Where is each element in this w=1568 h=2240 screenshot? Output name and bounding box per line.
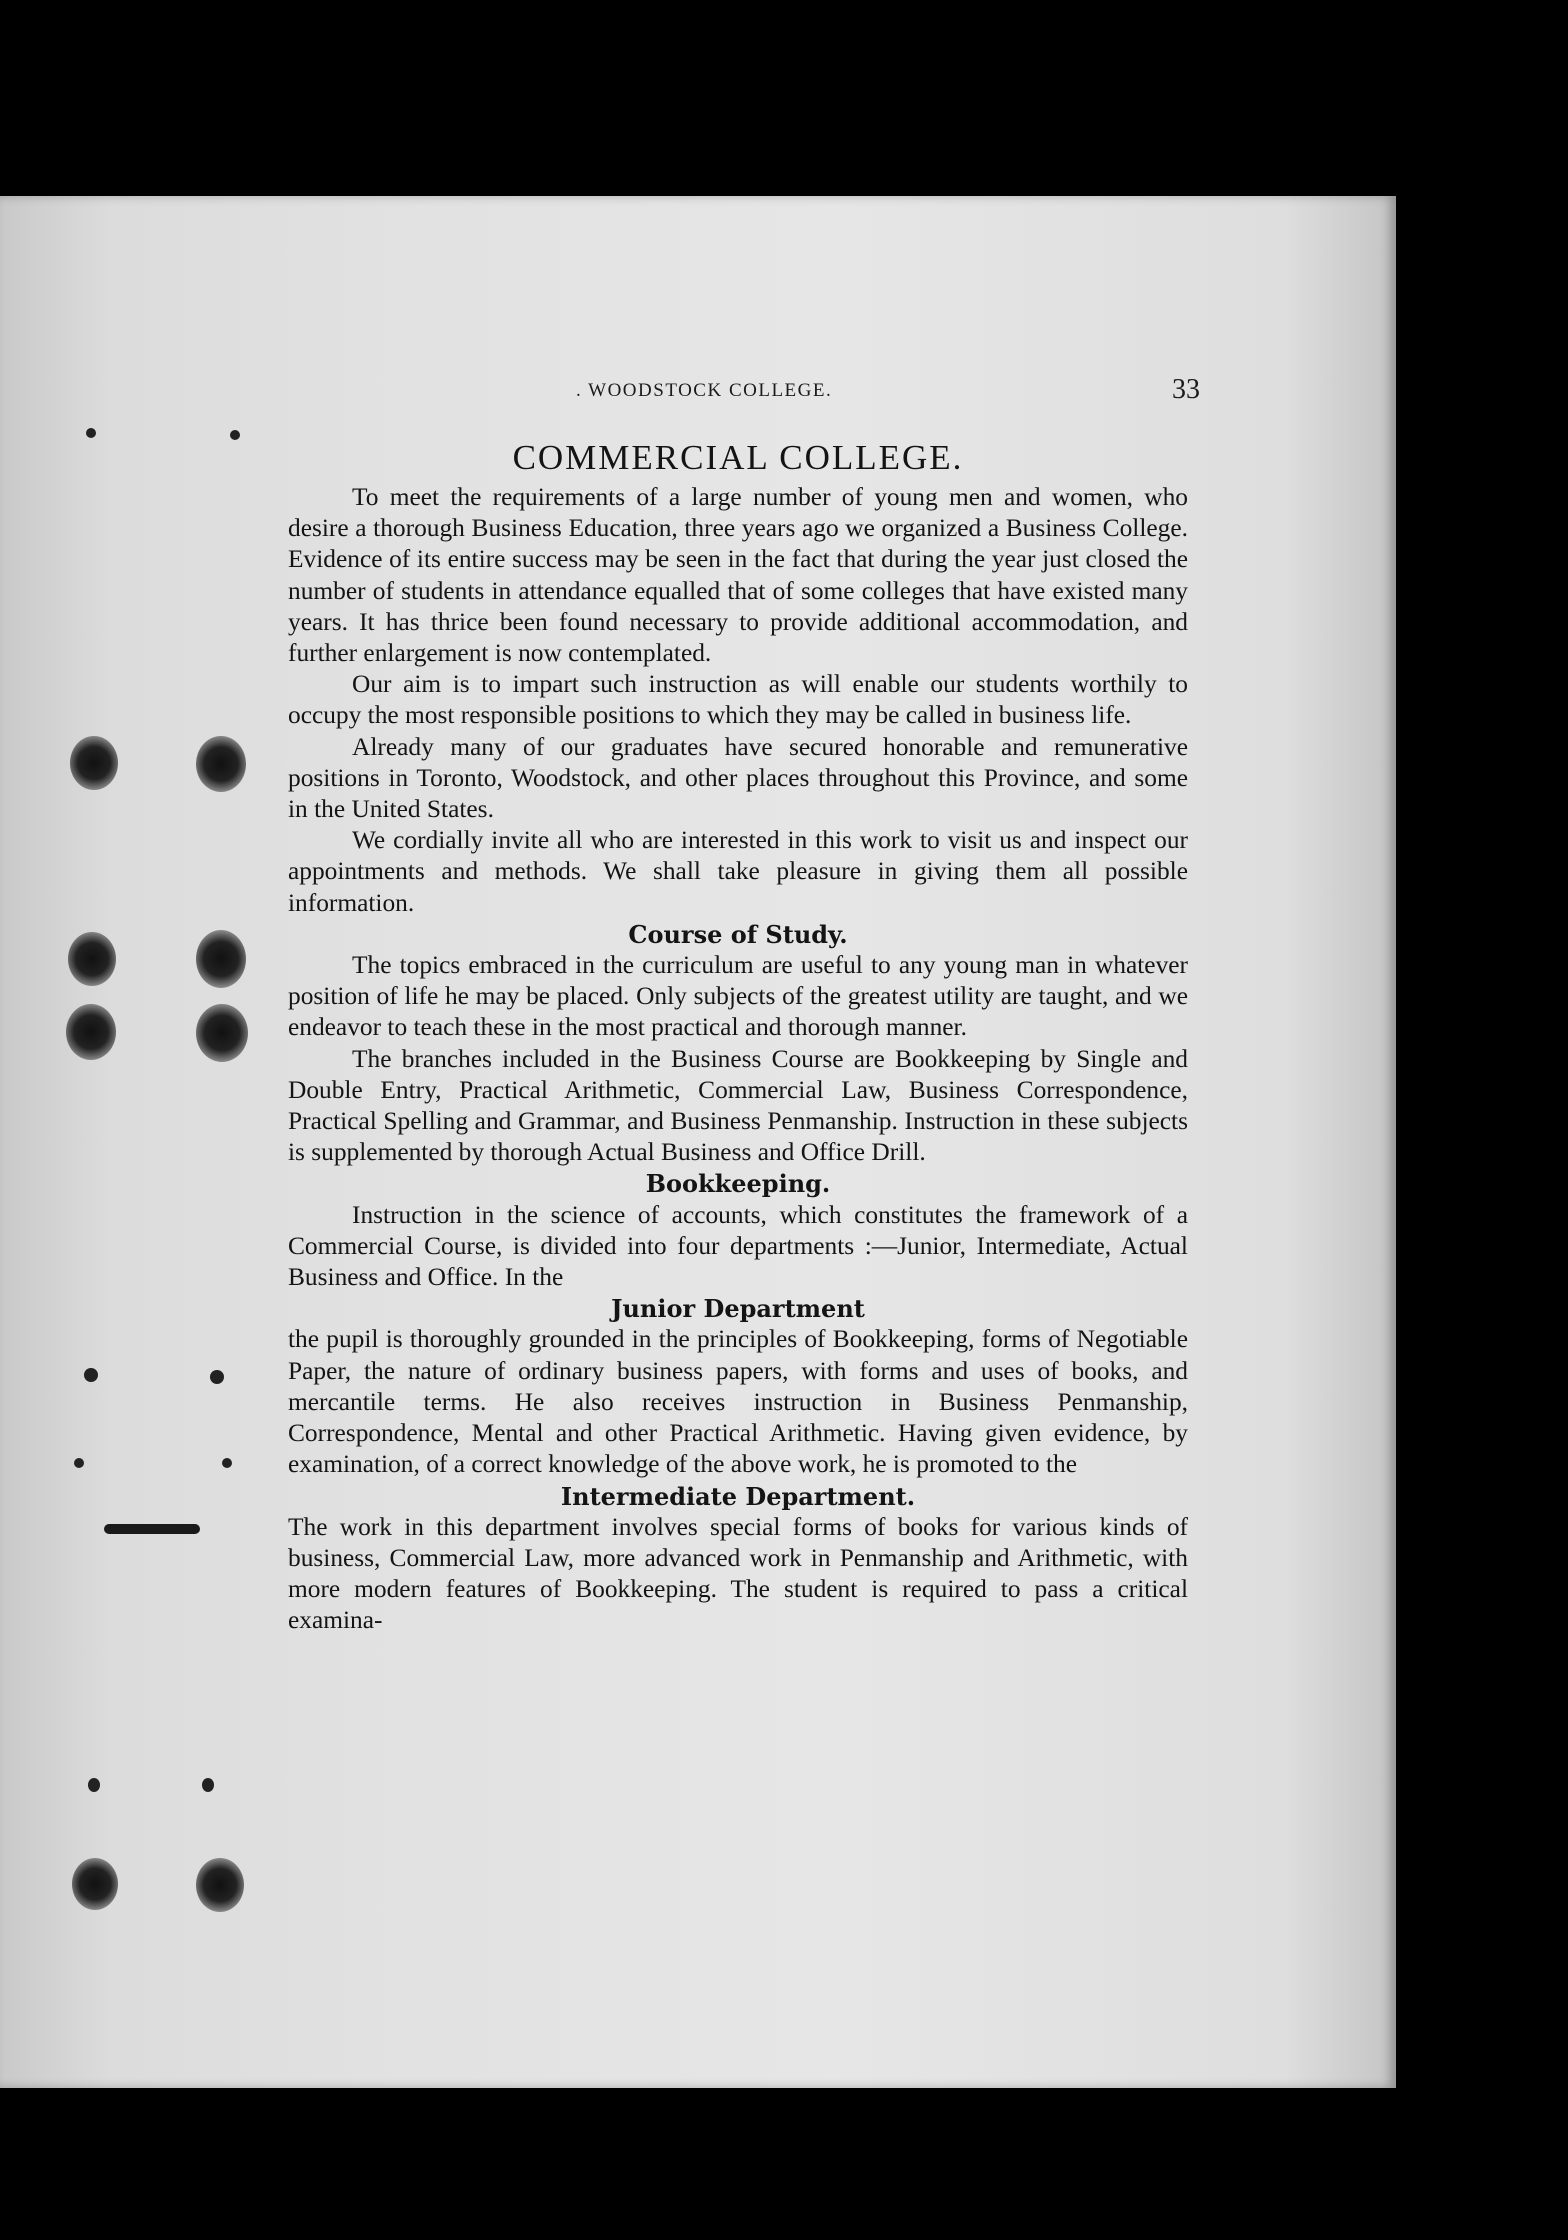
scan-speck (230, 430, 240, 440)
binding-hole (72, 1858, 118, 1910)
binding-hole (68, 932, 116, 986)
paragraph: Instruction in the science of accounts, which constitutes the framework of a Commercial Course, is divided into four departments :—Junior, Intermediate, Actual Business and Office. In the (288, 1200, 1188, 1292)
scan-speck (202, 1778, 214, 1792)
scan-speck (86, 428, 96, 438)
binding-hole (70, 736, 118, 790)
paragraph: The branches included in the Business Course are Bookkeeping by Single and Double Entry, Practical Arithmetic, Commercial Law, Business Correspondence, Practical Spelling and Grammar, and Business Penmanship. Instruction in these subjects is supplemented by thorough Actual Business and Office Drill. (288, 1044, 1188, 1167)
scan-speck (210, 1370, 224, 1384)
paragraph: The topics embraced in the curriculum are useful to any young man in whatever position of life he may be placed. Only subjects of the greatest utility are taught, and we endeavor to teach these in the most practical and thorough manner. (288, 951, 1188, 1042)
binding-hole (196, 1004, 248, 1062)
paragraph: the pupil is thoroughly grounded in the principles of Bookkeeping, forms of Negotiable Paper, the nature of ordinary business papers, with forms and uses of books, and mercantile terms. He also receives instruction in Business Penmanship, Correspondence, Mental and other Practical Arithmetic. Having given evidence, by examination, of a correct knowledge of the above work, he is promoted to the (288, 1325, 1188, 1479)
page-header (548, 374, 1248, 408)
body-text (288, 438, 1188, 1637)
section-heading-bookkeeping: Bookkeeping. (645, 1169, 831, 1199)
binding-hole (66, 1004, 116, 1060)
binding-hole (196, 1858, 244, 1912)
scan-speck (88, 1778, 100, 1792)
paragraph: The work in this department involves special forms of books for various kinds of business, Commercial Law, more advanced work in Penmanship and Arithmetic, with more modern features of Bookkeeping. The student is required to pass a critical examina- (288, 1512, 1188, 1635)
page-number: 33 (1172, 374, 1200, 405)
section-heading-intermediate-department: Intermediate Department. (560, 1481, 916, 1511)
paragraph: We cordially invite all who are interested in this work to visit us and inspect our appointments and methods. We shall take pleasure in giving them all possible information. (288, 826, 1188, 917)
scan-speck (84, 1368, 98, 1382)
page-title: COMMERCIAL COLLEGE. (512, 438, 964, 477)
section-heading-course-of-study: Course of Study. (628, 919, 848, 949)
paragraph: Already many of our graduates have secured honorable and remunerative positions in Toronto, Woodstock, and other places throughout this Province, and some in the United States. (288, 732, 1188, 824)
scan-mark (104, 1524, 200, 1534)
scan-speck (74, 1458, 84, 1468)
paragraph: Our aim is to impart such instruction as will enable our students worthily to occupy the most responsible positions to which they may be called in business life. (288, 670, 1188, 730)
section-heading-junior-department: Junior Department (611, 1294, 865, 1324)
binding-hole (196, 930, 246, 988)
paragraph: To meet the requirements of a large number of young men and women, who desire a thorough Business Education, three years ago we organized a Business College. Evidence of its entire success may be seen in the fact that during the year just closed the number of students in attendance equalled that of some colleges that have existed many years. It has thrice been found necessary to provide additional accommodation, and further enlargement is now contemplated. (288, 483, 1188, 668)
running-title: . WOODSTOCK COLLEGE. (576, 380, 833, 401)
binding-hole (196, 736, 246, 792)
scan-speck (222, 1458, 232, 1468)
